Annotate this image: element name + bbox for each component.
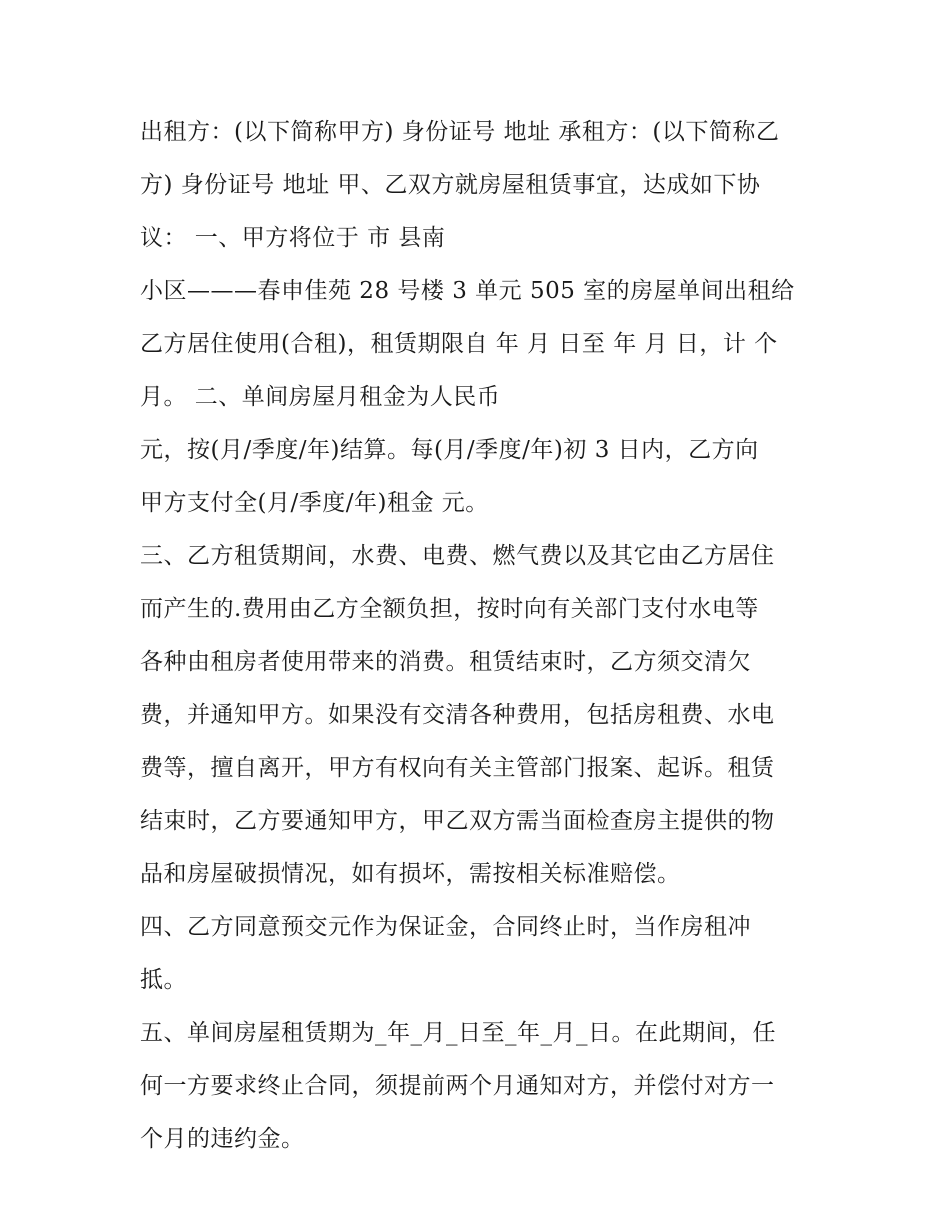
text-line: 个月的违约金。 bbox=[140, 1126, 305, 1152]
text-line: 四、乙方同意预交元作为保证金，合同终止时，当作房租冲 bbox=[140, 914, 751, 940]
text-line: 元，按(月/季度/年)结算。每(月/季度/年)初 3 日内，乙方向 bbox=[140, 437, 759, 463]
text-line: 出租方：(以下简称甲方) 身份证号 地址 承租方：(以下简称乙 bbox=[140, 119, 780, 145]
text-line: 小区———春申佳苑 28 号楼 3 单元 505 室的房屋单间出租给 bbox=[140, 278, 795, 304]
text-line: 抵。 bbox=[140, 967, 187, 993]
text-line: 议： 一、甲方将位于 市 县南 bbox=[140, 225, 446, 251]
text-line: 乙方居住使用(合租)，租赁期限自 年 月 日至 年 月 日，计 个 bbox=[140, 331, 778, 357]
text-line: 甲方支付全(月/季度/年)租金 元。 bbox=[140, 490, 489, 516]
text-line: 品和房屋破损情况，如有损坏，需按相关标准赔偿。 bbox=[140, 861, 681, 887]
text-line: 方) 身份证号 地址 甲、乙双方就房屋租赁事宜，达成如下协 bbox=[140, 172, 761, 198]
text-line: 结束时，乙方要通知甲方，甲乙双方需当面检查房主提供的物 bbox=[140, 808, 775, 834]
contract-body bbox=[140, 106, 820, 1166]
text-line: 五、单间房屋租赁期为_年_月_日至_年_月_日。在此期间，任 bbox=[140, 1020, 776, 1046]
text-line: 费，并通知甲方。如果没有交清各种费用，包括房租费、水电 bbox=[140, 702, 775, 728]
text-line: 而产生的.费用由乙方全额负担，按时向有关部门支付水电等 bbox=[140, 596, 759, 622]
text-line: 何一方要求终止合同，须提前两个月通知对方，并偿付对方一 bbox=[140, 1073, 775, 1099]
text-line: 各种由租房者使用带来的消费。租赁结束时，乙方须交清欠 bbox=[140, 649, 751, 675]
text-line: 费等，擅自离开，甲方有权向有关主管部门报案、起诉。租赁 bbox=[140, 755, 775, 781]
text-line: 月。 二、单间房屋月租金为人民币 bbox=[140, 384, 501, 410]
text-line: 三、乙方租赁期间，水费、电费、燃气费以及其它由乙方居住 bbox=[140, 543, 775, 569]
